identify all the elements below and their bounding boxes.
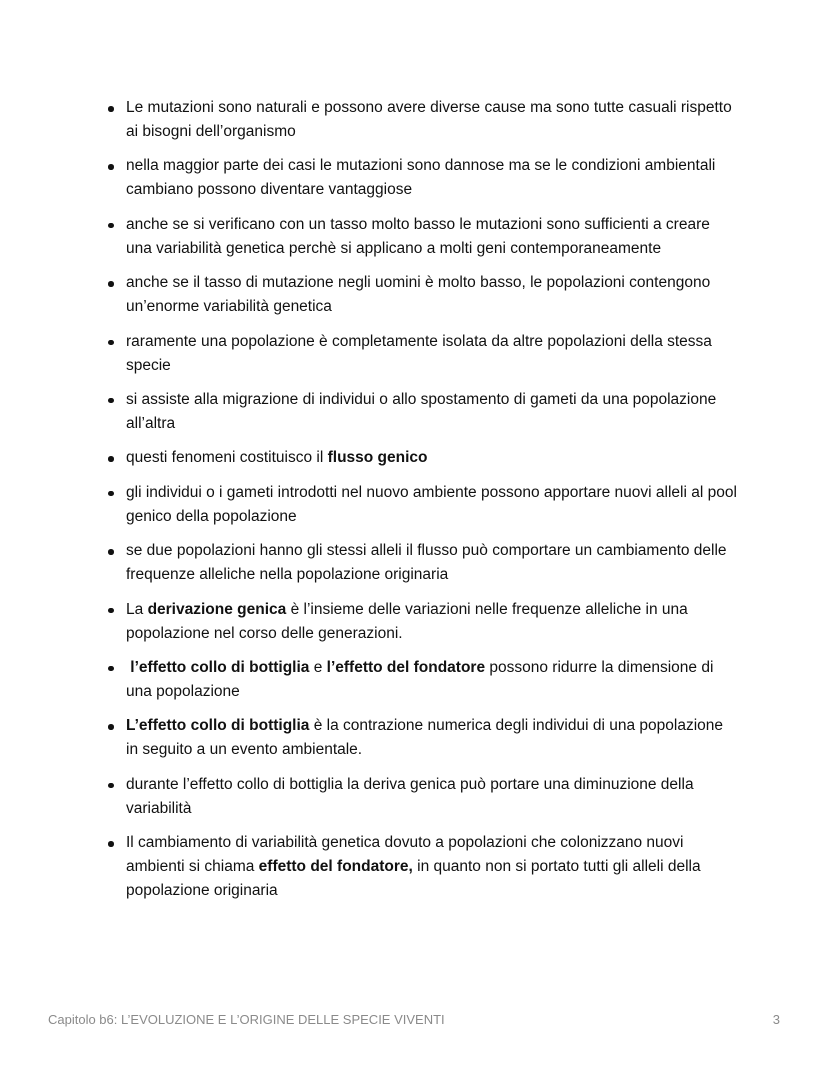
bullet-text: durante l’effetto collo di bottiglia la deriva genica può portare una diminuzione della variabilità <box>126 775 694 817</box>
list-item <box>108 96 738 144</box>
bullet-text: nella maggior parte dei casi le mutazioni sono dannose ma se le condizioni ambientali cambiano possono diventare vantaggiose <box>126 157 716 199</box>
bullet-text: anche se si verificano con un tasso molto basso le mutazioni sono sufficienti a creare una variabilità genetica perchè si applicano a molti geni contemporaneamente <box>126 215 710 257</box>
list-item <box>108 656 738 704</box>
bullet-text: La <box>126 600 148 618</box>
bullet-dot-icon <box>108 106 114 112</box>
bullet-text: gli individui o i gameti introdotti nel nuovo ambiente possono apportare nuovi alleli al pool genico della popolazione <box>126 483 737 525</box>
footer-chapter-title: Capitolo b6: L’EVOLUZIONE E L’ORIGINE DELLE SPECIE VIVENTI <box>48 1012 445 1027</box>
bullet-text: questi fenomeni costituisco il <box>126 449 328 467</box>
bullet-dot-icon <box>108 281 114 287</box>
bullet-dot-icon <box>108 491 114 497</box>
list-item <box>108 388 738 436</box>
list-item <box>108 330 738 378</box>
bullet-text: è l’insieme delle variazioni nelle frequenze alleliche in una popolazione nel corso delle generazioni. <box>126 600 688 642</box>
bullet-dot-icon <box>108 456 114 462</box>
bullet-dot-icon <box>108 666 114 672</box>
bullet-text: si assiste alla migrazione di individui o allo spostamento di gameti da una popolazione all’altra <box>126 390 717 432</box>
bullet-dot-icon <box>108 549 114 555</box>
bullet-dot-icon <box>108 841 114 847</box>
bullet-dot-icon <box>108 223 114 229</box>
list-item <box>108 714 738 762</box>
bullet-dot-icon <box>108 783 114 789</box>
list-item <box>108 271 738 319</box>
list-item <box>108 213 738 261</box>
bullet-list <box>108 96 738 913</box>
page-number: 3 <box>772 1012 780 1027</box>
bullet-text: raramente una popolazione è completamente isolata da altre popolazioni della stessa specie <box>126 332 712 374</box>
bullet-dot-icon <box>108 724 114 730</box>
bold-term: effetto del fondatore, <box>258 858 413 876</box>
list-item <box>108 539 738 587</box>
list-item <box>108 598 738 646</box>
list-item <box>108 481 738 529</box>
bullet-text: e <box>309 658 327 676</box>
bullet-dot-icon <box>108 398 114 404</box>
list-item <box>108 831 738 903</box>
list-item <box>108 446 738 470</box>
bullet-dot-icon <box>108 608 114 614</box>
list-item <box>108 154 738 202</box>
bullet-text: Il cambiamento di variabilità genetica dovuto a popolazioni che colonizzano nuovi ambienti si chiama <box>126 834 684 876</box>
bullet-text: possono ridurre la dimensione di una popolazione <box>126 658 714 700</box>
bold-term: l’effetto del fondatore <box>326 658 486 676</box>
bold-term: derivazione genica <box>147 600 287 618</box>
bold-term: L’effetto collo di bottiglia <box>126 717 310 735</box>
bullet-text: anche se il tasso di mutazione negli uomini è molto basso, le popolazioni contengono un’enorme variabilità genetica <box>126 274 711 316</box>
bullet-text: Le mutazioni sono naturali e possono avere diverse cause ma sono tutte casuali rispetto ai bisogni dell’organismo <box>126 99 732 140</box>
bold-term: flusso genico <box>327 449 428 467</box>
bullet-dot-icon <box>108 340 114 346</box>
bullet-dot-icon <box>108 164 114 170</box>
bold-term: l’effetto collo di bottiglia <box>126 658 310 676</box>
bullet-text: se due popolazioni hanno gli stessi alleli il flusso può comportare un cambiamento delle frequenze alleliche nella popolazione originaria <box>126 542 727 584</box>
bullet-text: in quanto non si portato tutti gli alleli della popolazione originaria <box>126 858 701 900</box>
bullet-text: è la contrazione numerica degli individui di una popolazione in seguito a un evento ambientale. <box>126 717 724 759</box>
list-item <box>108 773 738 821</box>
